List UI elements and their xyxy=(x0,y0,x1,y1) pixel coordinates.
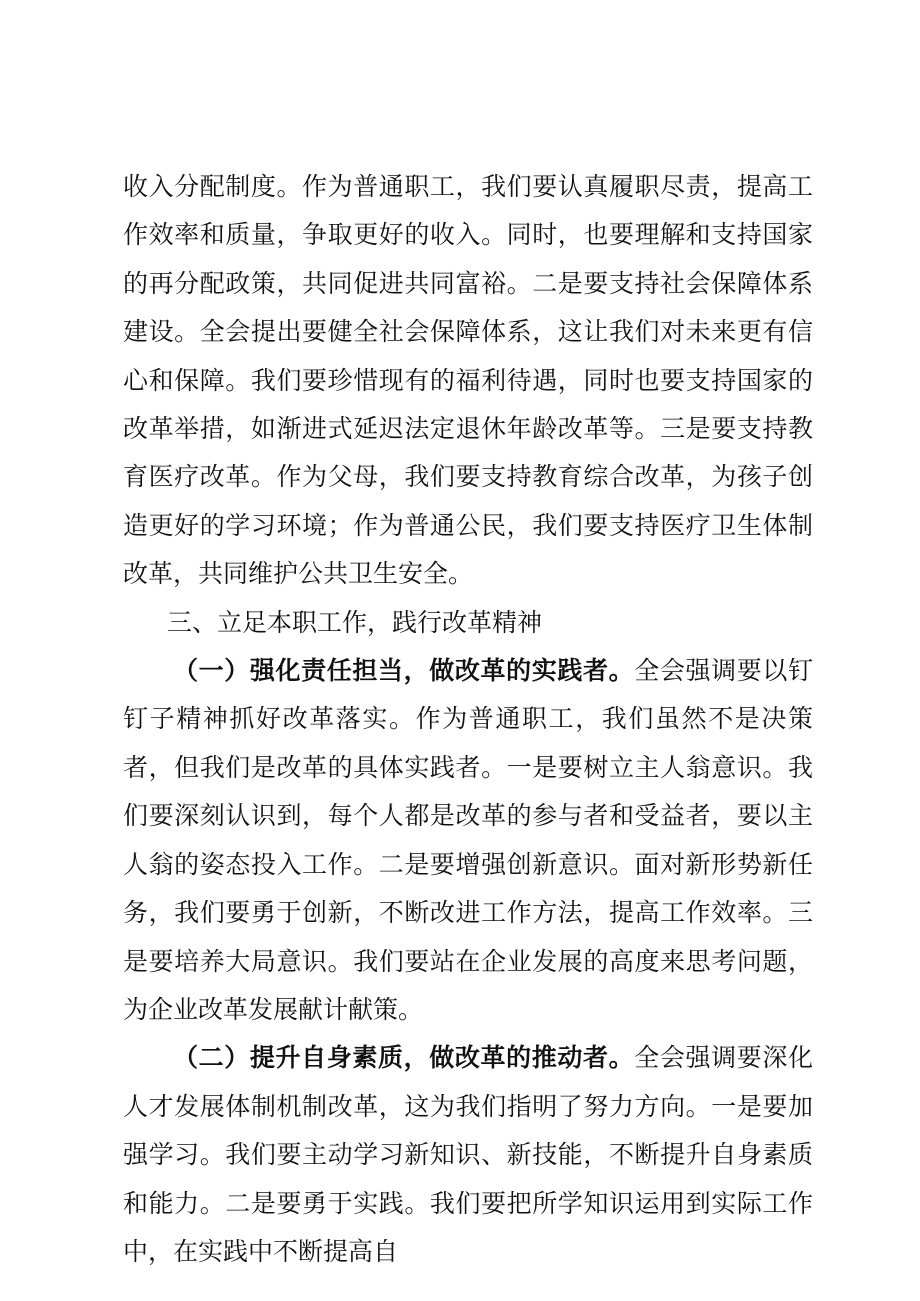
paragraph-lead: （二）提升自身素质，做改革的推动者。 xyxy=(173,1043,635,1073)
paragraph-text: 全会强调要以钉钉子精神抓好改革落实。作为普通职工，我们虽然不是决策者，但我们是改革的具体实践者。一是要树立主人翁意识。我们要深刻认识到，每个人都是改革的参与者和受益者，要以主人翁的姿态投入工作。二是要增强创新意识。面对新形势新任务，我们要勇于创新，不断改进工作方法，提高工作效率。三是要培养大局意识。我们要站在企业发展的高度来思考问题，为企业改革发展献计献策。 xyxy=(123,656,813,1024)
paragraph-text: 收入分配制度。作为普通职工，我们要认真履职尽责，提高工作效率和质量，争取更好的收入。同时，也要理解和支持国家的再分配政策，共同促进共同富裕。二是要支持社会保障体系建设。全会提出要健全社会保障体系，这让我们对未来更有信心和保障。我们要珍惜现有的福利待遇，同时也要支持国家的改革举措，如渐进式延迟法定退休年龄改革等。三是要支持教育医疗改革。作为父母，我们要支持教育综合改革，为孩子创造更好的学习环境；作为普通公民，我们要支持医疗卫生体制改革，共同维护公共卫生安全。 xyxy=(123,172,813,589)
paragraph-practitioner xyxy=(123,647,813,1034)
paragraph-promoter xyxy=(123,1034,813,1276)
paragraph-continuation xyxy=(123,163,813,599)
section-heading-text: 三、立足本职工作，践行改革精神 xyxy=(167,607,543,637)
paragraph-lead: （一）强化责任担当，做改革的实践者。 xyxy=(173,656,635,686)
document-body xyxy=(123,163,813,1276)
paragraph-text: 全会强调要深化人才发展体制机制改革，这为我们指明了努力方向。一是要加强学习。我们要主动学习新知识、新技能，不断提升自身素质和能力。二是要勇于实践。我们要把所学知识运用到实际工作中，在实践中不断提高自 xyxy=(123,1043,813,1266)
section-heading xyxy=(123,599,813,647)
